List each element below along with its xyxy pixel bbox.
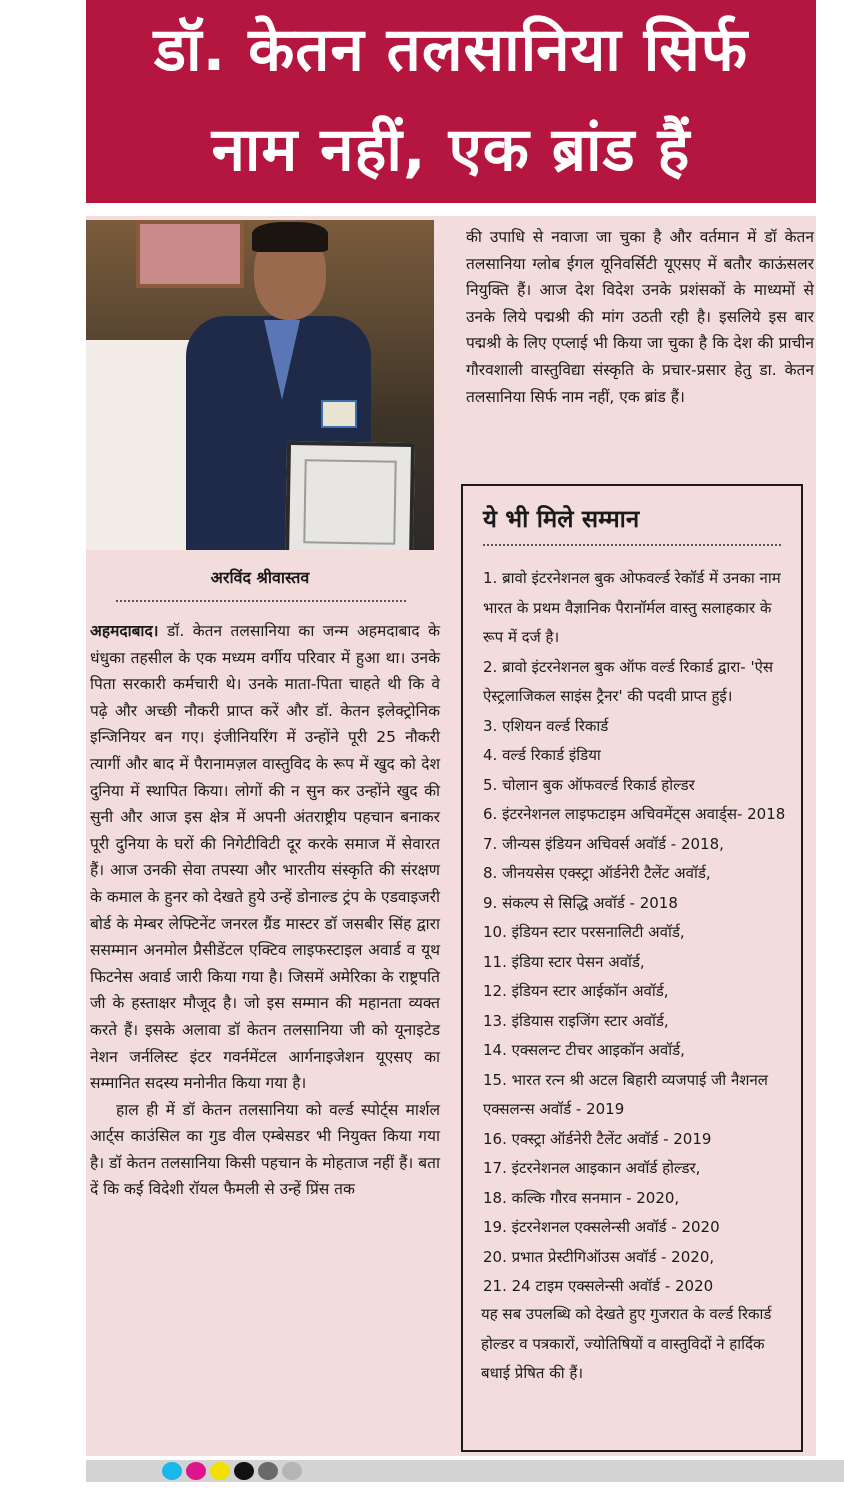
award-item: 16. एक्स्ट्रा ऑर्डनेरी टैलेंट अवॉर्ड - 2019 bbox=[483, 1129, 712, 1148]
light-gray-registration-dot bbox=[282, 1462, 302, 1480]
award-item: 5. चोलान बुक ऑफवर्ल्ड रिकार्ड होल्डर bbox=[483, 775, 695, 794]
award-item: 8. जीनयसेस एक्स्ट्रा ऑर्डनेरी टैलेंट अवॉर्ड, bbox=[483, 864, 711, 882]
awards-closing-text: यह सब उपलब्धि को देखते हुए गुजरात के वर्ल्ड रिकार्ड होल्डर व पत्रकारों, ज्योतिषियों व वास्तुविदों ने हार्दिक बधाई प्रेषित की हैं। bbox=[481, 1305, 772, 1382]
paragraph-1-text: डॉ. केतन तलसानिया का जन्म अहमदाबाद के धंधुका तहसील के एक मध्यम वर्गीय परिवार में हुआ था। उनके पिता सरकारी कर्मचारी थे। उनके माता-पिता चाहते थी कि वे पढ़े और अच्छी नौकरी प्राप्त करें और डॉ. केतन इलेक्ट्रोनिक इन्जिनियर बन गए। इंजीनियरिंग में उन्होंने पूरी 25 नौकरी त्यागीं और बाद में पैरानामज़ल वास्तुविद के रूप में खुद को देश दुनिया में स्थापित किया। लोगों की न सुन कर उन्होंने खुद की सुनी और आज इस क्षेत्र में अपनी अंतराष्ट्रीय पहचान बनाकर पूरी दुनिया के घरों की निगेटीविटी दूर करके समाज में सेवारत हैं। आज उनकी सेवा तपस्या और भारतीय संस्कृति की संरक्षण के कमाल के हुनर को देखते हुये उन्हें डोनाल्ड ट्रंप के एडवाइजरी बोर्ड के मेम्बर लेफ्टिनेंट जनरल ग्रैंड मास्टर डॉ जसबीर सिंह द्वारा ससम्मान अनमोल प्रैसीडेंटल एक्टिव लाइफस्टाइल अवार्ड व यूथ फिटनेस अवार्ड जारी किया गया है। जिसमें अमेरिका के राष्ट्रपति जी के हस्ताक्षर मौजूद है। जो इस सम्मान की महानता व्यक्त करते हैं। इसके अलावा डॉ केतन तलसानिया जी को यूनाइटेड नेशन जर्नलिस्ट इंटर गवर्नमेंटल आर्गनाइजेशन यूएसए का सम्मानित सदस्य मनोनीत किया गया है। bbox=[90, 622, 440, 1093]
gray-registration-dot bbox=[258, 1462, 278, 1480]
article-body bbox=[86, 216, 816, 1456]
award-item: 1. ब्रावो इंटरनेशनल बुक ओफवर्ल्ड रेकॉर्ड में उनका नाम भारत के प्रथम वैज्ञानिक पैरानॉर्मल वास्तु सलाहकार के रूप में दर्ज है। bbox=[483, 569, 781, 646]
award-item: 20. प्रभात प्रेस्टीगिऑउस अवॉर्ड - 2020, bbox=[483, 1247, 715, 1266]
award-item: 6. इंटरनेशनल लाइफटाइम अचिवमेंट्स अवार्ड्स- 2018 bbox=[483, 805, 786, 823]
article-paragraph-1 bbox=[90, 618, 440, 1097]
certificate-image bbox=[285, 441, 415, 550]
yellow-registration-dot bbox=[210, 1462, 230, 1480]
article-paragraph-2: हाल ही में डॉ केतन तलसानिया को वर्ल्ड स्पोर्ट्स मार्शल आर्ट्स काउंसिल का गुड वील एम्बेसडर भी नियुक्त किया गया है। डॉ केतन तलसानिया किसी पहचान के मोहताज नहीं हैं। बता दें कि कई विदेशी रॉयल फैमली से उन्हें प्रिंस तक bbox=[90, 1100, 440, 1199]
award-item: 15. भारत रत्न श्री अटल बिहारी व्यजपाई जी नैशनल एक्सलन्स अवॉर्ड - 2019 bbox=[483, 1070, 768, 1118]
award-item: 14. एक्सलन्ट टीचर आइकॉन अवॉर्ड, bbox=[483, 1041, 685, 1059]
registration-color-bar bbox=[86, 1460, 844, 1482]
award-item: 21. 24 टाइम एक्सलेन्सी अवॉर्ड - 2020 bbox=[483, 1277, 714, 1295]
award-item: 7. जीन्यस इंडियन अचिवर्स अवॉर्ड - 2018, bbox=[483, 834, 724, 853]
awards-divider bbox=[483, 544, 781, 546]
award-item: 4. वर्ल्ड रिकार्ड इंडिया bbox=[483, 746, 601, 764]
award-item: 2. ब्रावो इंटरनेशनल बुक ऑफ वर्ल्ड रिकार्ड द्वारा- 'ऐस ऐस्ट्रलाजिकल साइंस ट्रैनर' की पदवी प्राप्त हुई। bbox=[483, 657, 774, 705]
award-item: 19. इंटरनेशनल एक्सलेन्सी अवॉर्ड - 2020 bbox=[483, 1218, 720, 1236]
award-item: 9. संकल्प से सिद्धि अवॉर्ड - 2018 bbox=[483, 893, 678, 912]
awards-title: ये भी मिले सम्मान bbox=[483, 505, 640, 533]
portrait-photo bbox=[86, 220, 434, 550]
magenta-registration-dot bbox=[186, 1462, 206, 1480]
author-byline: अरविंद श्रीवास्तव bbox=[210, 568, 310, 587]
award-item: 11. इंडिया स्टार पेसन अवॉर्ड, bbox=[483, 952, 645, 971]
headline-line-2: नाम नहीं, एक ब्रांड हैं bbox=[211, 115, 691, 185]
award-item: 13. इंडियास राइजिंग स्टार अवॉर्ड, bbox=[483, 1011, 669, 1030]
awards-list bbox=[483, 564, 787, 1302]
award-item: 12. इंडियन स्टार आईकॉन अवॉर्ड, bbox=[483, 982, 669, 1000]
award-item: 17. इंटरनेशनल आइकान अवॉर्ड होल्डर, bbox=[483, 1159, 701, 1177]
byline-divider bbox=[116, 600, 406, 602]
dateline: अहमदाबाद। bbox=[90, 622, 159, 640]
black-registration-dot bbox=[234, 1462, 254, 1480]
award-item: 3. एशियन वर्ल्ड रिकार्ड bbox=[483, 716, 609, 735]
article-column-left bbox=[90, 618, 440, 1203]
headline-line-1: डॉ. केतन तलसानिया सिर्फ bbox=[153, 15, 749, 85]
headline-banner bbox=[86, 0, 816, 203]
cyan-registration-dot bbox=[162, 1462, 182, 1480]
article-column-right: की उपाधि से नवाजा जा चुका है और वर्तमान में डॉ केतन तलसानिया ग्लोब ईगल यूनिवर्सिटी यूएसए में बतौर काऊंसलर नियुक्ति हैं। आज देश विदेश उनके प्रशंसकों के माध्यमों से उनके लिये पद्मश्री की मांग उठती रही है। इसलिये इस बार पद्मश्री के लिए एप्लाई भी किया जा चुका है कि देश की प्राचीन गौरवशाली वास्तुविद्या संस्कृति के प्रचार-प्रसार हेतु डा. केतन तलसानिया सिर्फ नाम नहीं, एक ब्रांड हैं। bbox=[466, 228, 814, 406]
award-item: 18. कल्कि गौरव सनमान - 2020, bbox=[483, 1188, 680, 1207]
award-item: 10. इंडियन स्टार परसनालिटी अवॉर्ड, bbox=[483, 923, 685, 941]
